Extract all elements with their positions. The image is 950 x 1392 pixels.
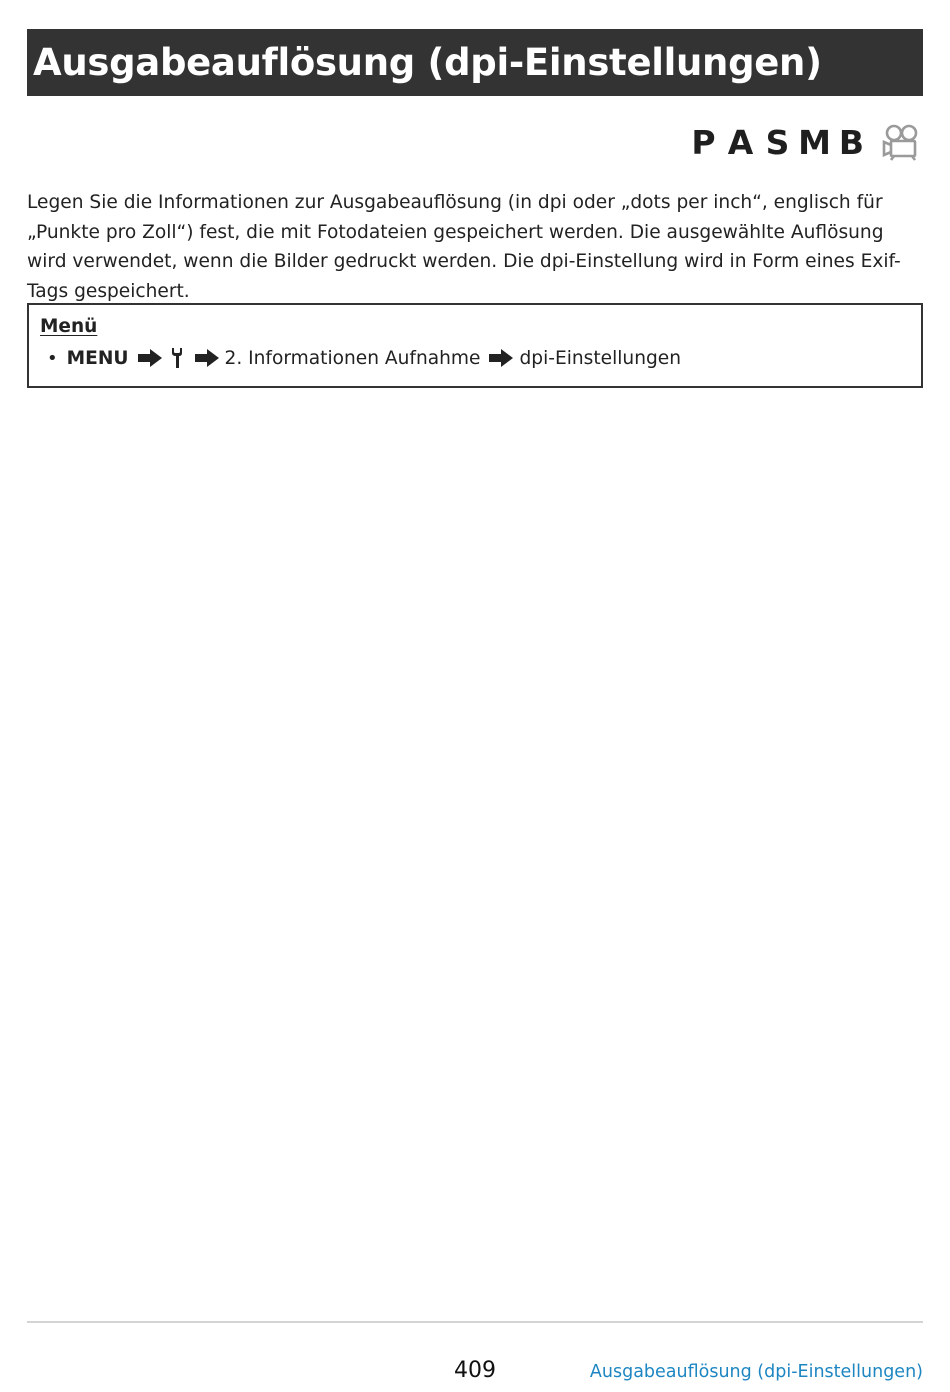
footer-divider [27, 1321, 923, 1323]
menu-path [40, 347, 921, 369]
page-number: 409 [454, 1358, 496, 1383]
menu-box [27, 303, 923, 388]
menu-key: MENU [66, 347, 129, 369]
intro-paragraph: Legen Sie die Informationen zur Ausgabeauflösung (in dpi oder „dots per inch“, englisch für „Punkte pro Zoll“) fest, die mit Fotodateien gespeichert werden. Die ausgewählte Auflösung wird verwendet, wenn die Bilder gedruckt werden. Die dpi-Einstellung wird in Form eines Exif-Tags gespeichert. [27, 192, 901, 302]
page-title: Ausgabeauflösung (dpi-Einstellungen) [33, 41, 822, 84]
title-bar [27, 29, 923, 96]
arrow-right-icon [137, 348, 163, 368]
movie-camera-icon [882, 123, 922, 161]
bullet: • [47, 347, 58, 369]
shooting-modes [685, 120, 922, 164]
arrow-right-icon [488, 348, 514, 368]
mode-b: B [838, 122, 865, 162]
menu-target: dpi-Einstellungen [519, 347, 682, 369]
mode-p: P [691, 122, 716, 162]
mode-a: A [727, 122, 754, 162]
footer-section-link[interactable]: Ausgabeauflösung (dpi-Einstellungen) [589, 1362, 923, 1382]
menu-step: 2. Informationen Aufnahme [224, 347, 481, 369]
mode-s: S [765, 122, 790, 162]
menu-heading: Menü [40, 316, 98, 337]
mode-m: M [798, 122, 831, 162]
wrench-icon [170, 347, 184, 369]
arrow-right-icon [194, 348, 220, 368]
